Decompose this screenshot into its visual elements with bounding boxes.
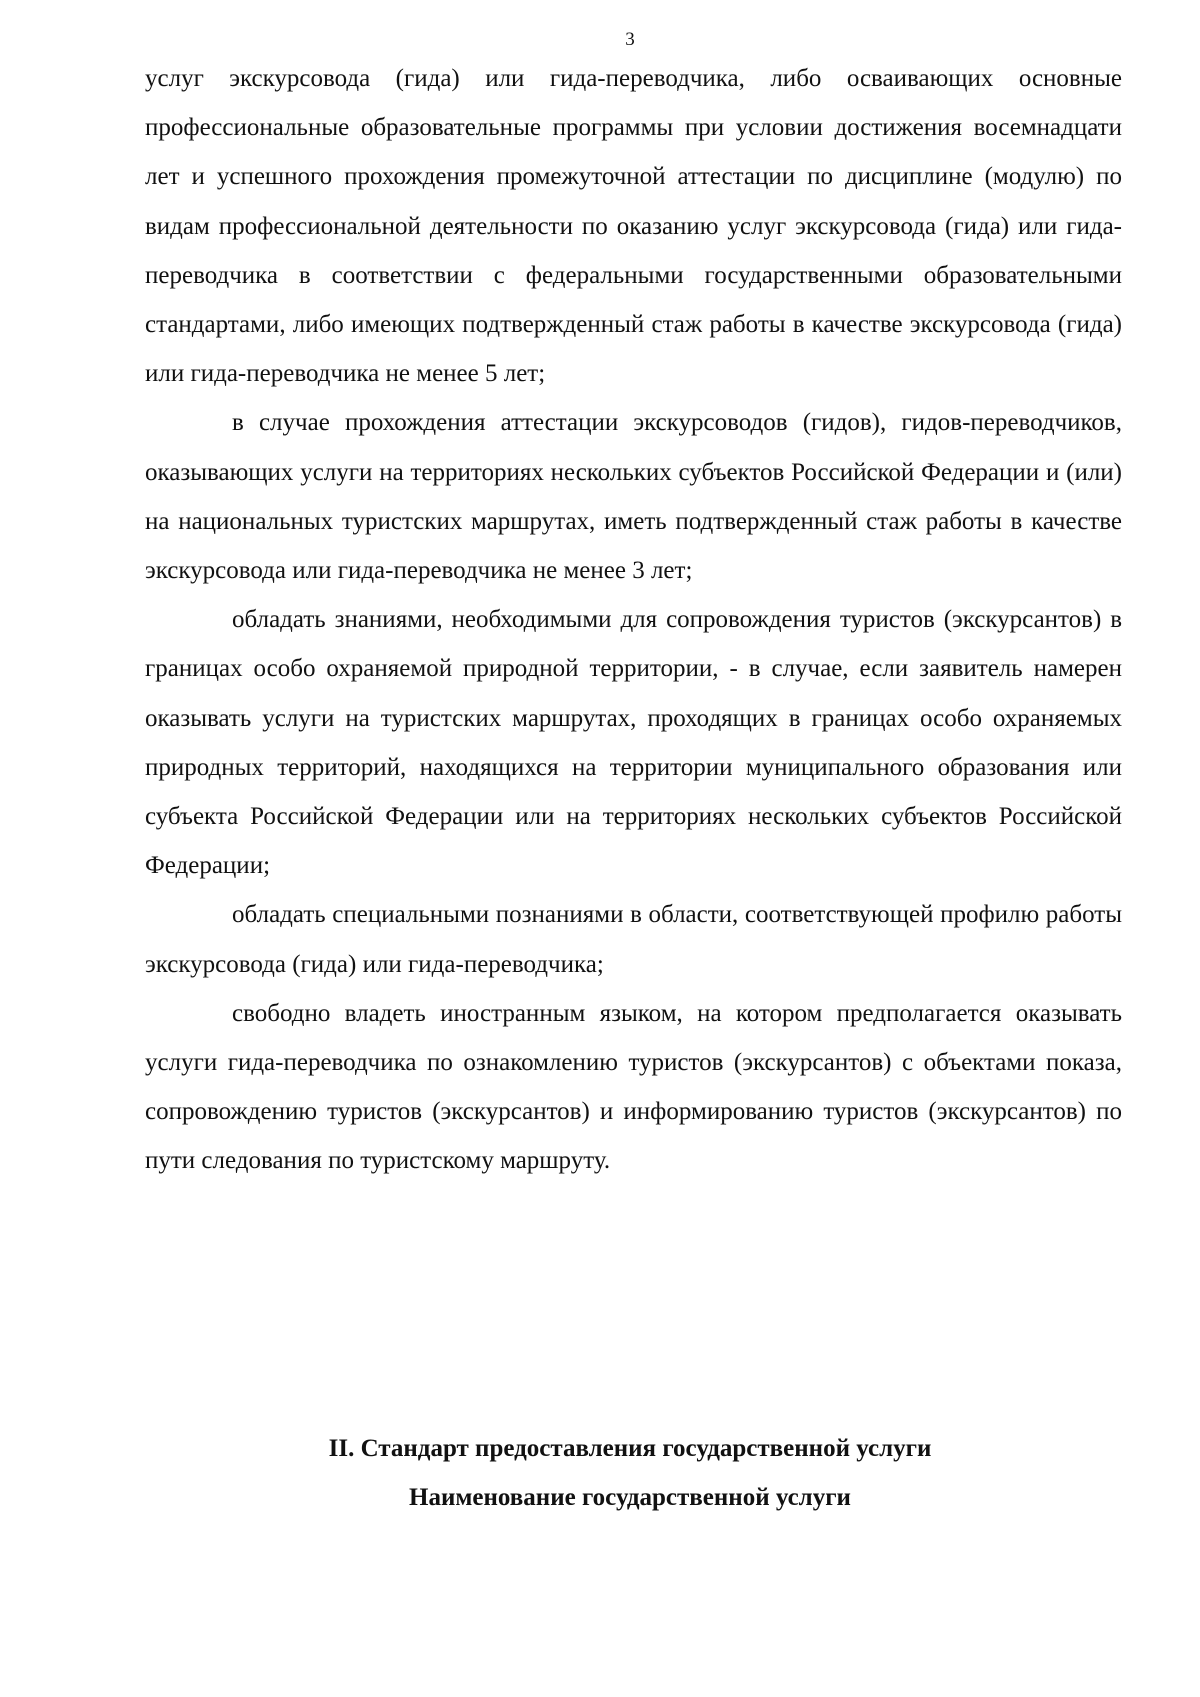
paragraph: услуг экскурсовода (гида) или гида-переводчика, либо осваивающих основные профессиональные образовательные программы при условии достижения восемнадцати лет и успешного прохождения промежуточной аттестации по дисциплине (модулю) по видам профессиональной деятельности по оказанию услуг экскурсовода (гида) или гида-переводчика в соответствии с федеральными государственными образовательными стандартами, либо имеющих подтвержденный стаж работы в качестве экскурсовода (гида) или гида-переводчика не менее 5 лет; [145,65,1122,388]
section-heading: II. Стандарт предоставления государственной услуги [328,1435,932,1462]
paragraph: в случае прохождения аттестации экскурсоводов (гидов), гидов-переводчиков, оказывающих услуги на территориях нескольких субъектов Российской Федерации и (или) на национальных туристских маршрутах, иметь подтвержденный стаж работы в качестве экскурсовода или гида-переводчика не менее 3 лет; [145,409,1122,585]
paragraph: свободно владеть иностранным языком, на котором предполагается оказывать услуги гида-переводчика по ознакомлению туристов (экскурсантов) с объектами показа, сопровождению туристов (экскурсантов) и информированию туристов (экскурсантов) по пути следования по туристскому маршруту. [145,999,1122,1175]
body-text [145,54,1122,1186]
paragraph: обладать специальными познаниями в области, соответствующей профилю работы экскурсовода (гида) или гида-переводчика; [145,901,1122,978]
paragraph: обладать знаниями, необходимыми для сопровождения туристов (экскурсантов) в границах особо охраняемой природной территории, - в случае, если заявитель намерен оказывать услуги на туристских маршрутах, проходящих в границах особо охраняемых природных территорий, находящихся на территории муниципального образования или субъекта Российской Федерации или на территориях нескольких субъектов Российской Федерации; [145,606,1122,880]
subsection-heading: Наименование государственной услуги [409,1484,851,1511]
page-number: 3 [625,29,635,50]
